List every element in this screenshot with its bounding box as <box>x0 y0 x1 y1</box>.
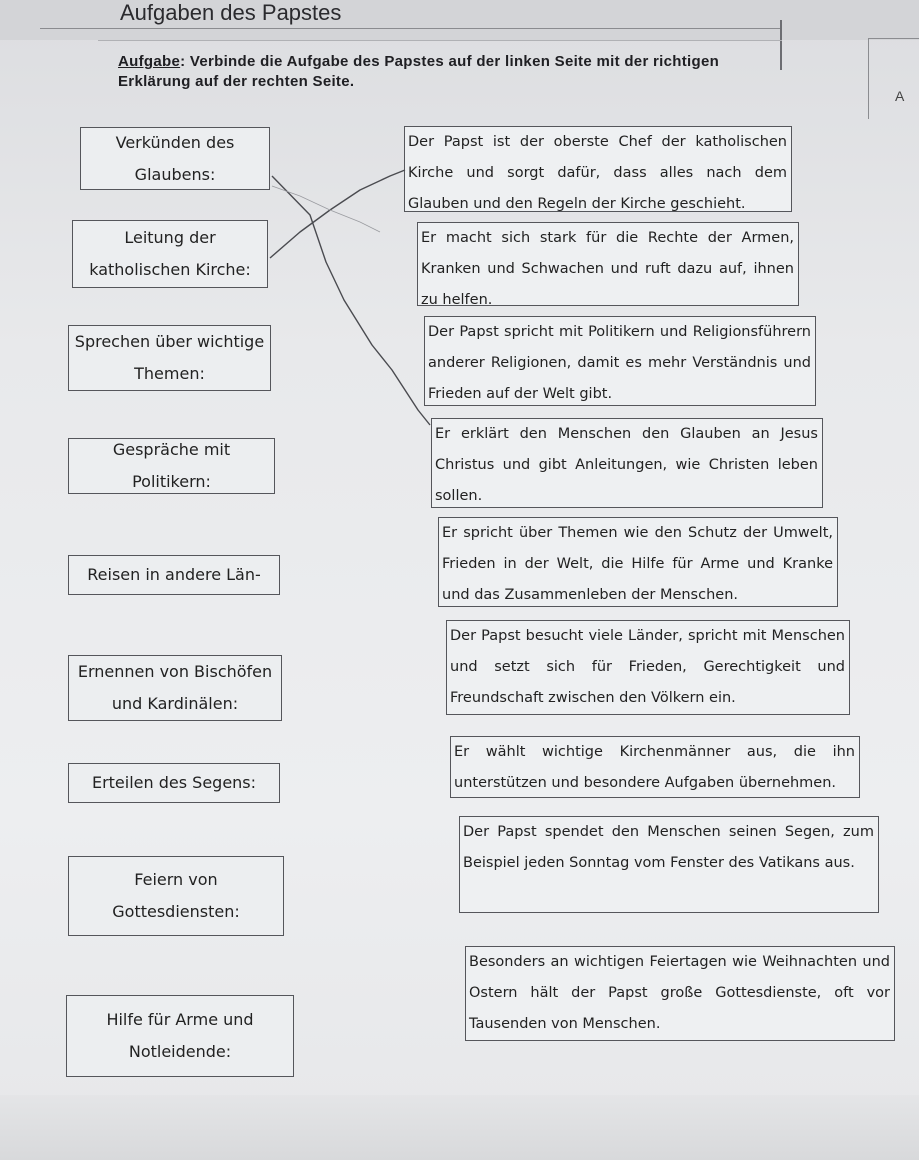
connection-line-leitung <box>270 170 405 258</box>
right-item-text: Er erklärt den Menschen den Glauben an Jesus Christus und gibt Anleitungen, wie Christen leben sollen. <box>435 426 818 504</box>
right-item-text: Er macht sich stark für die Rechte der Armen, Kranken und Schwachen und ruft dazu auf, ihnen zu helfen. <box>421 230 794 308</box>
right-item-text: Er spricht über Themen wie den Schutz der Umwelt, Frieden in der Welt, die Hilfe für Arme und Kranke und das Zusammenleben der Menschen. <box>442 525 833 603</box>
left-item-label: Gespräche mit Politikern: <box>112 440 231 491</box>
task-text: : Verbinde die Aufgabe des Papstes auf der linken Seite mit der richtigen Erklärung auf der rechten Seite. <box>118 53 720 90</box>
left-item-label: Leitung der katholischen Kirche: <box>89 228 251 279</box>
page-title: Aufgaben des Papstes <box>120 0 342 25</box>
left-item-label: Erteilen des Segens: <box>91 773 257 792</box>
adjacent-page-letter: A <box>895 88 905 104</box>
left-item-label: Ernennen von Bischöfen und Kardinälen: <box>77 662 273 713</box>
right-item-text: Der Papst spendet den Menschen seinen Segen, zum Beispiel jeden Sonntag vom Fenster des Vatikans aus. <box>463 824 874 871</box>
connection-line-verkuenden <box>272 176 430 425</box>
left-item-label: Reisen in andere Län- <box>87 565 261 584</box>
task-label: Aufgabe <box>118 53 181 70</box>
right-item-text: Der Papst besucht viele Länder, spricht mit Menschen und setzt sich für Frieden, Gerechtigkeit und Freundschaft zwischen den Völkern ein. <box>450 628 845 706</box>
right-item-text: Der Papst ist der oberste Chef der katholischen Kirche und sorgt dafür, dass alles nach dem Glauben und den Regeln der Kirche geschieht. <box>408 134 787 212</box>
right-item-text: Besonders an wichtigen Feiertagen wie Weihnachten und Ostern hält der Papst große Gottesdienste, oft vor Tausenden von Menschen. <box>469 954 890 1032</box>
page-shadow <box>0 1095 919 1160</box>
left-item-label: Sprechen über wichtige Themen: <box>74 332 265 383</box>
left-item-label: Verkünden des Glaubens: <box>115 132 235 184</box>
left-item-label: Hilfe für Arme und Notleidende: <box>106 1010 254 1061</box>
right-item-text: Er wählt wichtige Kirchenmänner aus, die ihn unterstützen und besondere Aufgaben übernehmen. <box>454 744 855 791</box>
right-item-text: Der Papst spricht mit Politikern und Religionsführern anderer Religionen, damit es mehr Verständnis und Frieden auf der Welt gibt. <box>428 324 811 402</box>
left-item-label: Feiern von Gottesdiensten: <box>112 870 240 921</box>
